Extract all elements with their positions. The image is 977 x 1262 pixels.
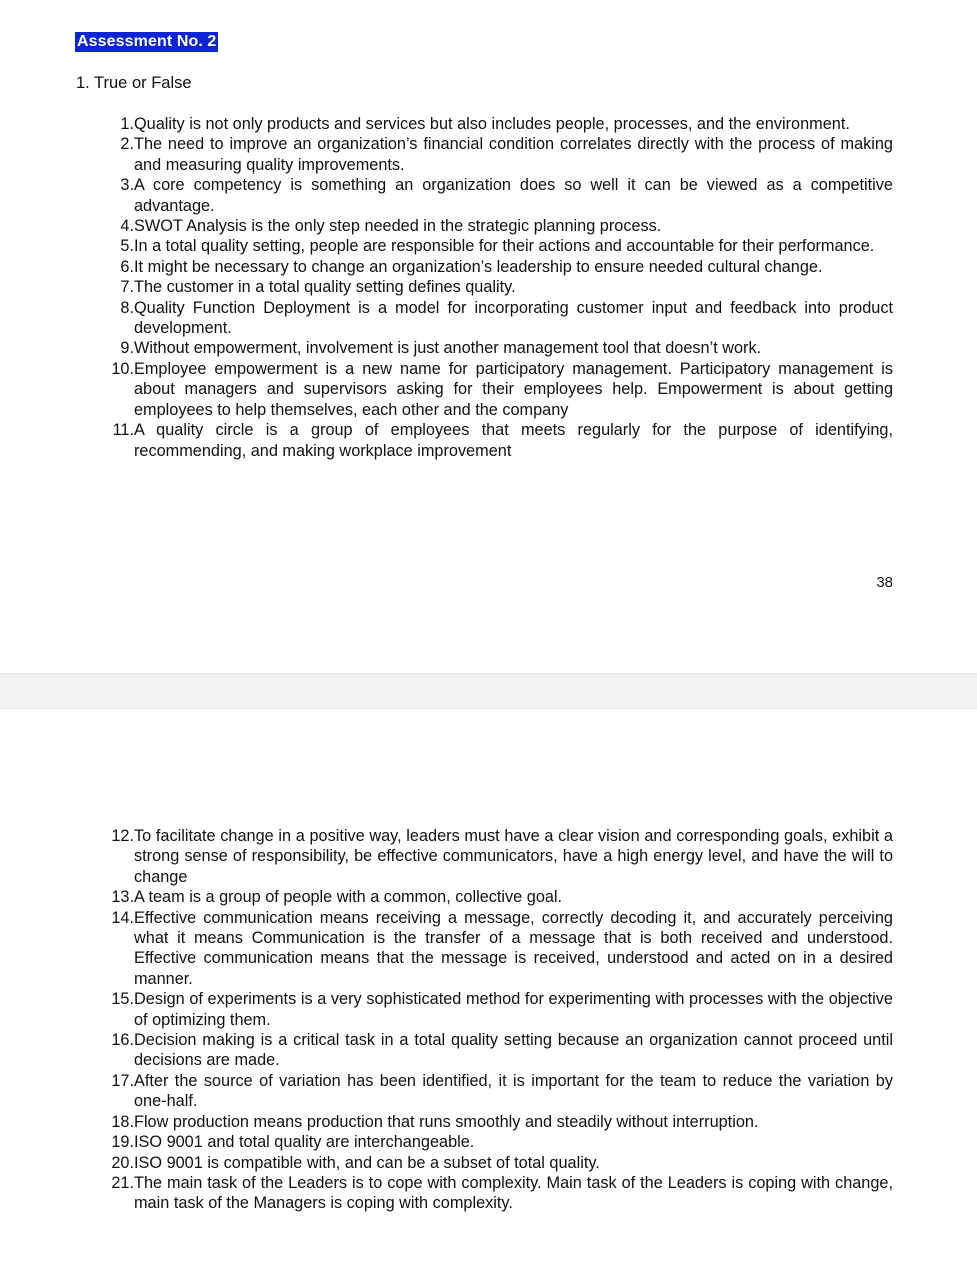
question-text: A core competency is something an organization does so well it can be viewed as a competitive advantage. — [134, 176, 893, 215]
question-item — [100, 1173, 893, 1214]
question-item — [100, 257, 893, 277]
question-number: 17. — [111, 1071, 134, 1090]
question-number: 12. — [111, 827, 134, 845]
document-page-2 — [0, 709, 977, 1262]
question-item — [100, 277, 893, 297]
question-item — [100, 134, 893, 175]
question-item — [100, 298, 893, 339]
question-number: 8. — [120, 298, 134, 317]
question-number: 5. — [120, 237, 134, 256]
question-text: ISO 9001 is compatible with, and can be a subset of total quality. — [134, 1153, 600, 1172]
question-text: Employee empowerment is a new name for participatory management. Participatory management is about managers and supervisors asking for their employees help. Empowerment is about getting employees to help themselves, each other and the company — [134, 359, 893, 419]
question-text: Quality is not only products and services but also includes people, processes, and the environment. — [134, 115, 850, 133]
question-item — [100, 1132, 893, 1152]
question-item — [100, 908, 893, 990]
question-text: Design of experiments is a very sophisticated method for experimenting with processes with the objective of optimizing them. — [134, 990, 893, 1029]
question-number: 19. — [111, 1133, 134, 1152]
question-item — [100, 1030, 893, 1071]
question-text: It might be necessary to change an organization’s leadership to ensure needed cultural change. — [134, 257, 823, 276]
question-text: Flow production means production that runs smoothly and steadily without interruption. — [134, 1112, 759, 1131]
question-list-page-1 — [100, 114, 893, 461]
question-item — [100, 1153, 893, 1173]
question-text: ISO 9001 and total quality are interchangeable. — [134, 1133, 475, 1152]
question-text: Decision making is a critical task in a total quality setting because an organization cannot proceed until decisions are made. — [134, 1031, 893, 1070]
question-item — [100, 420, 893, 461]
question-text: SWOT Analysis is the only step needed in the strategic planning process. — [134, 217, 662, 236]
page-number: 38 — [876, 574, 893, 591]
question-item — [100, 216, 893, 236]
question-text: After the source of variation has been identified, it is important for the team to reduce the variation by one-half. — [134, 1071, 893, 1111]
question-item — [100, 1112, 893, 1132]
question-item — [100, 1071, 893, 1112]
question-item — [100, 989, 893, 1030]
question-list-page-2 — [100, 826, 893, 1214]
question-number: 3. — [120, 176, 134, 195]
question-item — [100, 826, 893, 887]
question-number: 7. — [120, 278, 134, 297]
question-number: 10. — [111, 359, 134, 378]
question-text: To facilitate change in a positive way, leaders must have a clear vision and corresponding goals, exhibit a strong sense of responsibility, be effective communicators, have a high energy level, and have the will to change — [134, 827, 893, 886]
question-item — [100, 338, 893, 358]
question-text: Effective communication means receiving a message, correctly decoding it, and accurately perceiving what it means Communication is the transfer of a message that is both received and understood. Effective communication means that the message is received, understood and acted on in a desired manner. — [134, 908, 893, 988]
question-item — [100, 175, 893, 216]
question-text: The need to improve an organization’s financial condition correlates directly with the process of making and measuring quality improvements. — [134, 135, 893, 174]
question-number: 11. — [112, 421, 134, 440]
question-number: 13. — [111, 888, 134, 907]
question-text: Without empowerment, involvement is just another management tool that doesn’t work. — [134, 339, 762, 358]
question-number: 21. — [111, 1173, 134, 1192]
question-number: 9. — [120, 339, 134, 358]
question-number: 1. — [120, 115, 134, 133]
question-text: The main task of the Leaders is to cope with complexity. Main task of the Leaders is coping with change, main task of the Managers is coping with complexity. — [134, 1173, 893, 1213]
question-number: 14. — [111, 908, 134, 927]
question-number: 15. — [111, 990, 134, 1009]
question-text: A quality circle is a group of employees that meets regularly for the purpose of identifying, recommending, and making workplace improvement — [134, 421, 893, 460]
assessment-title: Assessment No. 2 — [77, 33, 217, 50]
question-text: The customer in a total quality setting defines quality. — [134, 278, 516, 297]
question-number: 2. — [120, 135, 134, 154]
question-item — [100, 114, 893, 134]
question-item — [100, 887, 893, 907]
question-number: 4. — [120, 217, 134, 236]
section-title: 1. True or False — [76, 74, 192, 92]
question-number: 16. — [111, 1031, 134, 1050]
page-separator — [0, 673, 977, 709]
question-text: Quality Function Deployment is a model for incorporating customer input and feedback into product development. — [134, 298, 893, 338]
question-item — [100, 236, 893, 256]
question-number: 20. — [111, 1153, 134, 1172]
question-text: A team is a group of people with a common, collective goal. — [134, 888, 563, 907]
question-text: In a total quality setting, people are responsible for their actions and accountable for their performance. — [134, 237, 875, 256]
question-number: 6. — [120, 257, 134, 276]
question-item — [100, 359, 893, 420]
question-number: 18. — [111, 1112, 134, 1131]
